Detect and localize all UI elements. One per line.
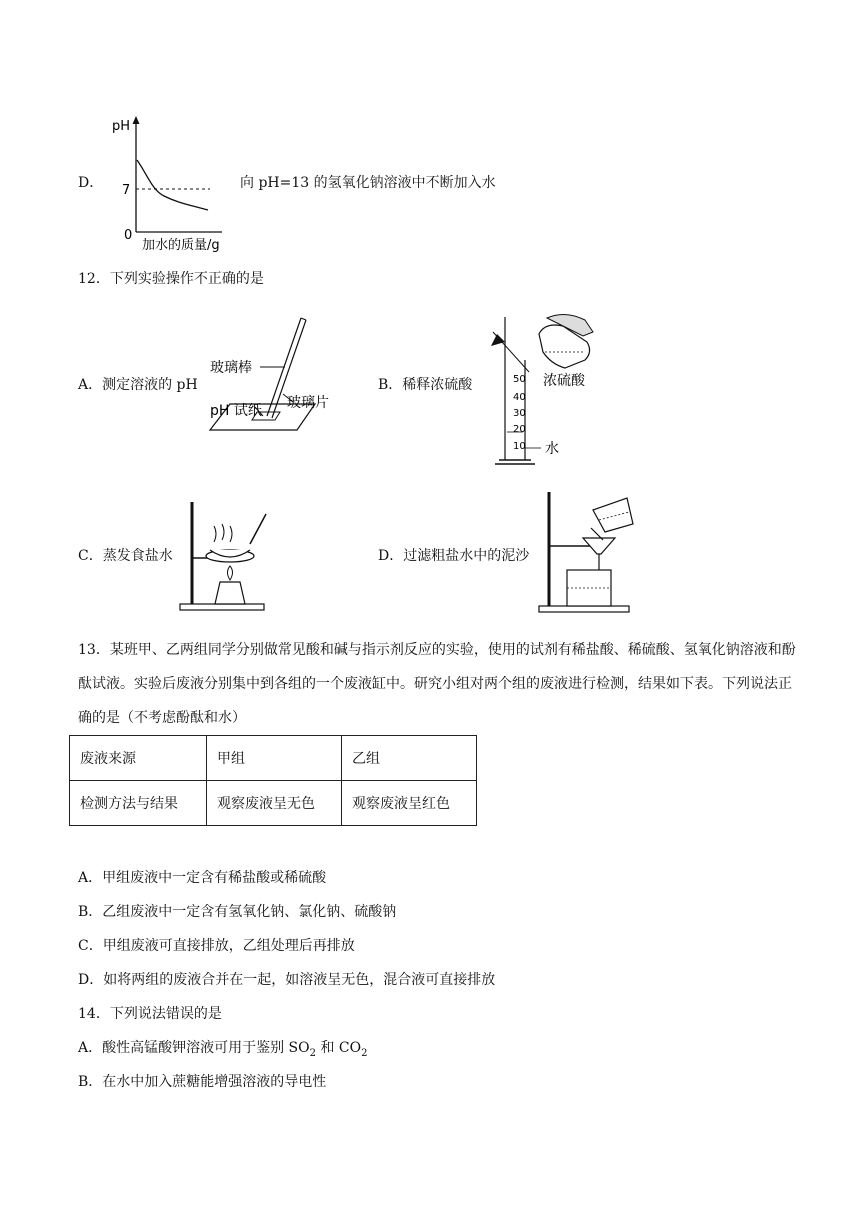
graph-origin-label: 0 [124, 228, 133, 243]
table-row [70, 781, 477, 826]
filtration-illustration [535, 488, 645, 618]
q14-option-b: B．在水中加入蔗糖能增强溶液的导电性 [78, 1074, 327, 1090]
q13-option-a: A．甲组废液中一定含有稀盐酸或稀硫酸 [78, 870, 327, 886]
scale-20: 20 [513, 424, 526, 435]
graph-x-label: 加水的质量/g [142, 238, 220, 252]
graph-ref-label: 7 [122, 183, 131, 198]
table-cell: 检测方法与结果 [70, 781, 207, 826]
q13-option-c: C．甲组废液可直接排放，乙组处理后再排放 [78, 938, 355, 954]
q12-stem: 12．下列实验操作不正确的是 [78, 271, 264, 287]
table-cell: 甲组 [207, 736, 342, 781]
scale-50: 50 [513, 374, 526, 385]
table-cell: 观察废液呈红色 [342, 781, 477, 826]
table-cell: 观察废液呈无色 [207, 781, 342, 826]
q11-option-d-letter: D． [78, 175, 104, 191]
q14-stem: 14．下列说法错误的是 [78, 1006, 222, 1022]
q14-option-a [78, 1038, 367, 1064]
q14-a-sub1: 2 [309, 1047, 317, 1059]
label-glass-rod: 玻璃棒 [210, 360, 252, 376]
ph-test-illustration [205, 312, 330, 442]
scale-40: 40 [513, 392, 526, 403]
scale-30: 30 [513, 408, 526, 419]
label-ph-paper: pH 试纸 [210, 403, 262, 419]
ph-graph [112, 112, 252, 252]
label-glass-slide: 玻璃片 [287, 395, 329, 411]
q13-option-b: B．乙组废液中一定含有氢氧化钠、氯化钠、硫酸钠 [78, 904, 397, 920]
evaporation-illustration [170, 492, 270, 617]
scale-10: 10 [513, 441, 526, 452]
label-conc-acid: 浓硫酸 [543, 373, 585, 389]
q13-option-d: D．如将两组的废液合并在一起，如溶液呈无色，混合液可直接排放 [78, 972, 496, 988]
q12-option-d: D．过滤粗盐水中的泥沙 [378, 548, 530, 564]
table-cell: 乙组 [342, 736, 477, 781]
graph-y-label: pH [112, 119, 131, 134]
table-row [70, 736, 477, 781]
table-cell: 废液来源 [70, 736, 207, 781]
dilute-acid-illustration [485, 312, 605, 472]
q13-stem: 13．某班甲、乙两组同学分别做常见酸和碱与指示剂反应的实验，使用的试剂有稀盐酸、稀硫酸、氢氧化钠溶液和酚酞试液。实验后废液分别集中到各组的一个废液缸中。研究小组对两个组的废液进行检测，结果如下表。下列说法正确的是（不考虑酚酞和水） [78, 642, 796, 726]
q12-option-a: A．测定溶液的 pH [78, 377, 198, 393]
q12-option-b: B．稀释浓硫酸 [378, 377, 473, 393]
label-water: 水 [545, 441, 559, 457]
q14-a-prefix: A．酸性高锰酸钾溶液可用于鉴别 SO [78, 1040, 310, 1056]
q12-option-c: C．蒸发食盐水 [78, 548, 173, 564]
waste-liquid-table [69, 735, 477, 826]
q14-a-sub2: 2 [361, 1047, 368, 1059]
q11-option-d-text: 向 pH=13 的氢氧化钠溶液中不断加入水 [240, 175, 496, 191]
q14-a-mid: 和 CO [316, 1040, 362, 1056]
